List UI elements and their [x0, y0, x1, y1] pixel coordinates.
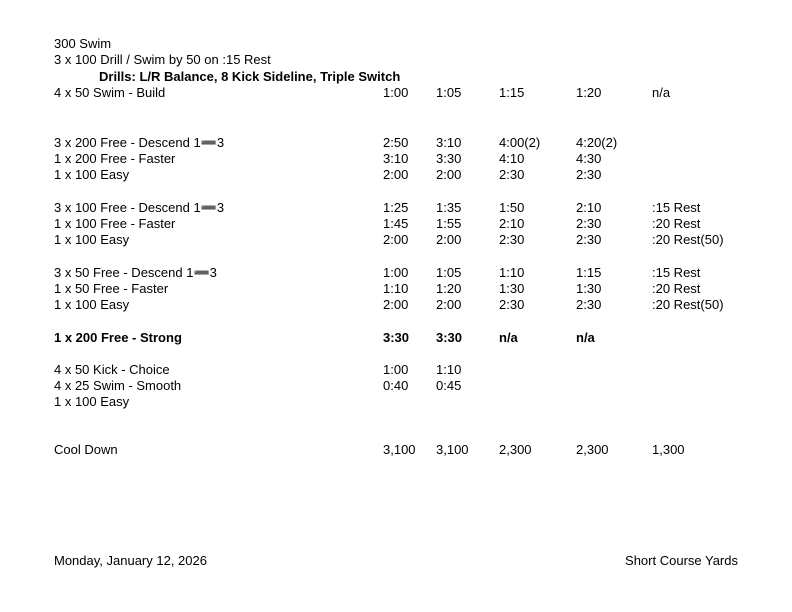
interval-3: 2:30 [499, 297, 525, 312]
total-4: 2,300 [576, 442, 609, 457]
drills-line: Drills: L/R Balance, 8 Kick Sideline, Triple Switch [99, 69, 401, 84]
interval-4: n/a [576, 330, 595, 345]
set-name: 1 x 50 Free - Faster [54, 281, 169, 296]
set-name: 1 x 200 Free - Faster [54, 151, 176, 166]
interval-4: 2:30 [576, 297, 602, 312]
interval-2: 1:35 [436, 200, 462, 215]
footer-course: Short Course Yards [625, 553, 738, 568]
interval-3: 1:10 [499, 265, 525, 280]
set-note: :15 Rest [652, 200, 701, 215]
set-name: 1 x 100 Easy [54, 232, 130, 247]
interval-3: 2:10 [499, 216, 525, 231]
table-row [0, 151, 792, 167]
interval-2: 1:05 [436, 265, 462, 280]
set-name: 4 x 50 Kick - Choice [54, 362, 170, 377]
set-name: 1 x 100 Easy [54, 167, 130, 182]
interval-3: n/a [499, 330, 518, 345]
interval-4: 1:30 [576, 281, 602, 296]
table-row [0, 135, 792, 151]
interval-2: 1:10 [436, 362, 462, 377]
set-name: 3 x 100 Free - Descend 1➖3 [54, 200, 225, 215]
total-3: 2,300 [499, 442, 532, 457]
interval-3: 2:30 [499, 167, 525, 182]
interval-2: 3:10 [436, 135, 462, 150]
set-note: :20 Rest [652, 281, 701, 296]
interval-3: 1:30 [499, 281, 525, 296]
set-name: 4 x 25 Swim - Smooth [54, 378, 182, 393]
set-name: 4 x 50 Swim - Build [54, 85, 166, 100]
interval-3: 1:15 [499, 85, 525, 100]
interval-4: 4:30 [576, 151, 602, 166]
interval-2: 3:30 [436, 151, 462, 166]
interval-1: 1:10 [383, 281, 409, 296]
table-row [0, 216, 792, 232]
interval-1: 2:00 [383, 297, 409, 312]
set-note: :15 Rest [652, 265, 701, 280]
interval-2: 3:30 [436, 330, 463, 345]
interval-4: 2:30 [576, 167, 602, 182]
interval-4: 2:30 [576, 216, 602, 231]
interval-1: 1:45 [383, 216, 409, 231]
interval-3: 1:50 [499, 200, 525, 215]
table-row [0, 330, 792, 346]
set-name: 3 x 200 Free - Descend 1➖3 [54, 135, 225, 150]
interval-1: 3:10 [383, 151, 409, 166]
interval-1: 0:40 [383, 378, 409, 393]
interval-4: 2:10 [576, 200, 602, 215]
interval-1: 2:50 [383, 135, 409, 150]
set-note: :20 Rest(50) [652, 232, 724, 247]
table-row [0, 232, 792, 248]
interval-2: 1:55 [436, 216, 462, 231]
interval-2: 2:00 [436, 232, 462, 247]
totals-row [0, 442, 792, 458]
interval-1: 2:00 [383, 167, 409, 182]
set-name: 1 x 200 Free - Strong [54, 330, 182, 345]
total-5: 1,300 [652, 442, 685, 457]
interval-2: 2:00 [436, 167, 462, 182]
warmup-line-1: 300 Swim [54, 36, 112, 51]
interval-1: 3:30 [383, 330, 410, 345]
interval-2: 1:20 [436, 281, 462, 296]
set-note: :20 Rest(50) [652, 297, 724, 312]
interval-3: 4:10 [499, 151, 525, 166]
interval-4: 2:30 [576, 232, 602, 247]
set-name: 1 x 100 Free - Faster [54, 216, 176, 231]
interval-1: 1:00 [383, 85, 409, 100]
set-name: 1 x 100 Easy [54, 394, 130, 409]
interval-2: 0:45 [436, 378, 462, 393]
interval-4: 1:15 [576, 265, 602, 280]
interval-3: 2:30 [499, 232, 525, 247]
interval-1: 1:00 [383, 265, 409, 280]
interval-3: 4:00(2) [499, 135, 541, 150]
table-row [0, 167, 792, 183]
set-note: :20 Rest [652, 216, 701, 231]
interval-2: 2:00 [436, 297, 462, 312]
interval-1: 1:25 [383, 200, 409, 215]
table-row [0, 394, 792, 410]
total-2: 3,100 [436, 442, 469, 457]
total-1: 3,100 [383, 442, 416, 457]
table-row [0, 85, 792, 101]
interval-1: 1:00 [383, 362, 409, 377]
table-row [0, 265, 792, 281]
warmup-line-2: 3 x 100 Drill / Swim by 50 on :15 Rest [54, 52, 271, 67]
set-note: n/a [652, 85, 671, 100]
set-name: 1 x 100 Easy [54, 297, 130, 312]
table-row [0, 281, 792, 297]
interval-4: 4:20(2) [576, 135, 618, 150]
table-row [0, 378, 792, 394]
footer-date: Monday, January 12, 2026 [54, 553, 207, 568]
interval-4: 1:20 [576, 85, 602, 100]
set-name: Cool Down [54, 442, 118, 457]
table-row [0, 362, 792, 378]
interval-1: 2:00 [383, 232, 409, 247]
table-row [0, 200, 792, 216]
interval-2: 1:05 [436, 85, 462, 100]
set-name: 3 x 50 Free - Descend 1➖3 [54, 265, 217, 280]
table-row [0, 297, 792, 313]
